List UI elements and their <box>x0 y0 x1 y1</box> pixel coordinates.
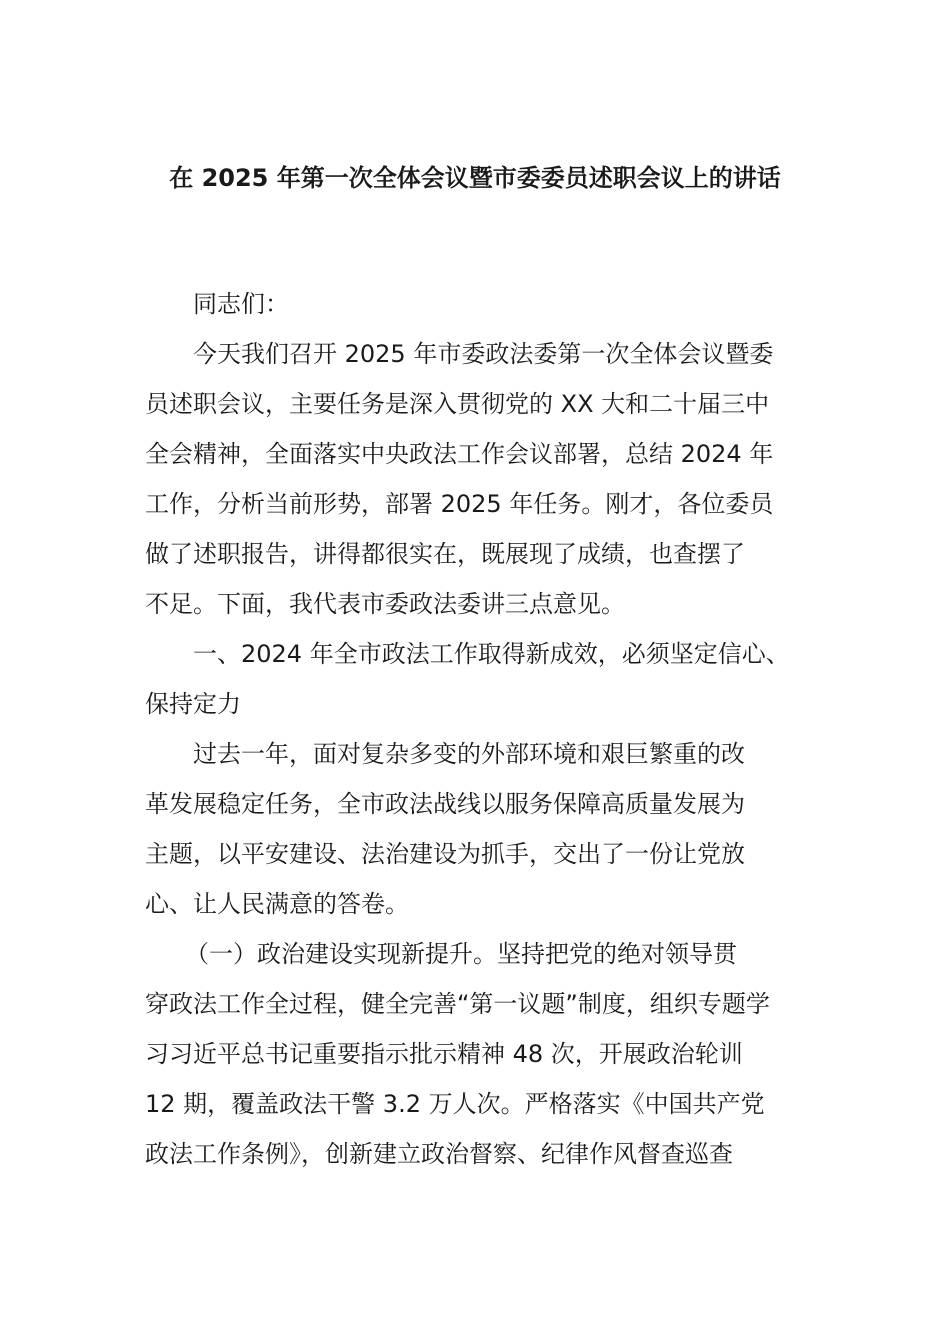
paragraph-line: 习习近平总书记重要指示批示精神 48 次，开展政治轮训 <box>145 1040 743 1068</box>
paragraph-line: 过去一年，面对复杂多变的外部环境和艰巨繁重的改 <box>193 740 745 768</box>
paragraph-line: 政法工作条例》，创新建立政治督察、纪律作风督查巡查 <box>145 1140 733 1168</box>
paragraph-line: 今天我们召开 2025 年市委政法委第一次全体会议暨委 <box>193 340 774 368</box>
paragraph-line: 做了述职报告，讲得都很实在，既展现了成绩，也查摆了 <box>145 540 745 568</box>
section-heading: 一、2024 年全市政法工作取得新成效，必须坚定信心、 <box>193 640 790 668</box>
paragraph-line: 不足。下面，我代表市委政法委讲三点意见。 <box>145 590 625 618</box>
paragraph-line: 工作，分析当前形势，部署 2025 年任务。刚才，各位委员 <box>145 490 774 518</box>
paragraph-line: 12 期，覆盖政法干警 3.2 万人次。严格落实《中国共产党 <box>145 1090 765 1118</box>
paragraph-line: 心、让人民满意的答卷。 <box>145 890 409 918</box>
paragraph-line: 全会精神，全面落实中央政法工作会议部署，总结 2024 年 <box>145 440 774 468</box>
salutation: 同志们： <box>193 290 289 318</box>
subsection-line: （一）政治建设实现新提升。坚持把党的绝对领导贯 <box>185 940 737 968</box>
paragraph-line: 革发展稳定任务，全市政法战线以服务保障高质量发展为 <box>145 790 745 818</box>
paragraph-line: 员述职会议，主要任务是深入贯彻党的 XX 大和二十届三中 <box>145 390 770 418</box>
paragraph-line: 穿政法工作全过程，健全完善“第一议题”制度，组织专题学 <box>145 990 770 1018</box>
paragraph-line: 主题，以平安建设、法治建设为抓手，交出了一份让党放 <box>145 840 745 868</box>
document-title: 在 2025 年第一次全体会议暨市委委员述职会议上的讲话 <box>169 164 781 192</box>
section-heading: 保持定力 <box>145 690 241 718</box>
